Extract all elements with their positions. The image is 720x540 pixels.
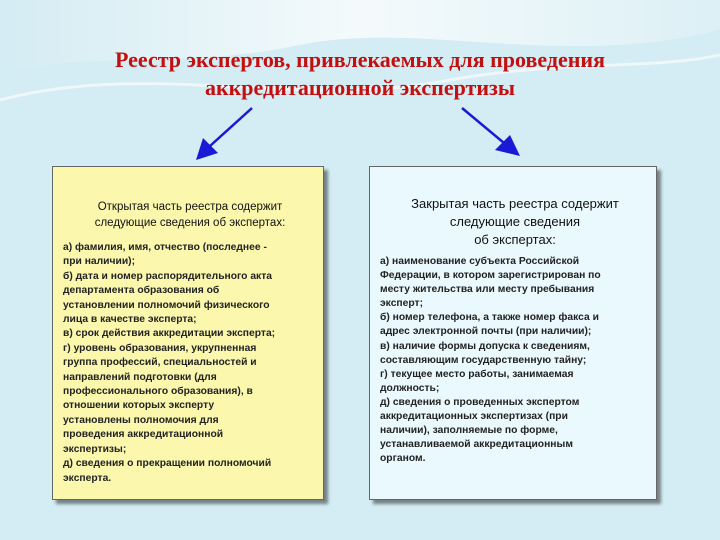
closed-registry-line: Федерации, в котором зарегистрирован по [380,270,601,282]
open-registry-heading [63,199,317,231]
closed-registry-line: г) текущее место работы, занимаемая [380,368,574,380]
open-registry-list [63,241,317,486]
closed-registry-line: органом. [380,453,426,465]
open-registry-line: отношении которых эксперту [63,400,215,412]
closed-registry-panel [369,166,657,500]
open-registry-line: б) дата и номер распорядительного акта [63,270,272,282]
open-registry-line: г) уровень образования, укрупненная [63,342,257,354]
open-registry-line: экспертизы; [63,443,127,455]
closed-registry-line: а) наименование субъекта Российской [380,256,580,267]
closed-registry-line: в) наличие формы допуска к сведениям, [380,340,590,352]
open-registry-line: группа профессий, специальностей и [63,357,257,369]
closed-registry-line: наличии), заполняемые по форме, [380,425,558,437]
open-registry-heading-line-1: Открытая часть реестра содержит [97,201,283,213]
open-registry-line: при наличии); [63,256,136,268]
closed-registry-line: устанавливаемой аккредитационным [380,439,573,451]
closed-registry-line: месту жительства или месту пребывания [380,284,595,296]
open-registry-line: а) фамилия, имя, отчество (последнее - [63,242,267,253]
open-registry-line: направлений подготовки (для [63,371,217,383]
open-registry-line: установлении полномочий физического [63,299,270,311]
open-registry-line: профессионального образования), в [63,386,253,398]
closed-registry-heading [380,195,650,249]
page-title-line-1: Реестр экспертов, привлекаемых для проведения [115,47,605,72]
closed-registry-line: должность; [380,382,440,394]
closed-registry-line: аккредитационных экспертизах (при [380,411,568,423]
open-registry-line: проведения аккредитационной [63,429,224,441]
open-registry-line: установлены полномочия для [63,414,219,426]
closed-registry-line: эксперт; [380,298,424,310]
open-registry-heading-line-2: следующие сведения об экспертах: [94,217,286,229]
closed-registry-line: б) номер телефона, а также номер факса и [380,312,599,324]
open-registry-line: эксперта. [63,472,112,484]
open-registry-line: департамента образования об [63,285,220,297]
open-registry-panel [52,166,324,500]
page-title-line-2: аккредитационной экспертизы [204,75,516,100]
open-registry-line: в) срок действия аккредитации эксперта; [63,328,276,340]
arrow-left [196,108,252,160]
arrow-right [462,108,520,156]
closed-registry-line: д) сведения о проведенных экспертом [380,396,580,408]
closed-registry-heading-line-3: об экспертах: [474,232,556,247]
closed-registry-list [380,255,650,466]
closed-registry-line: составляющим государственную тайну; [380,354,587,366]
open-registry-line: лица в качестве эксперта; [63,314,197,326]
closed-registry-line: адрес электронной почты (при наличии); [380,326,592,338]
closed-registry-heading-line-2: следующие сведения [449,214,581,229]
open-registry-line: д) сведения о прекращении полномочий [63,458,272,470]
closed-registry-heading-line-1: Закрытая часть реестра содержит [411,196,619,211]
